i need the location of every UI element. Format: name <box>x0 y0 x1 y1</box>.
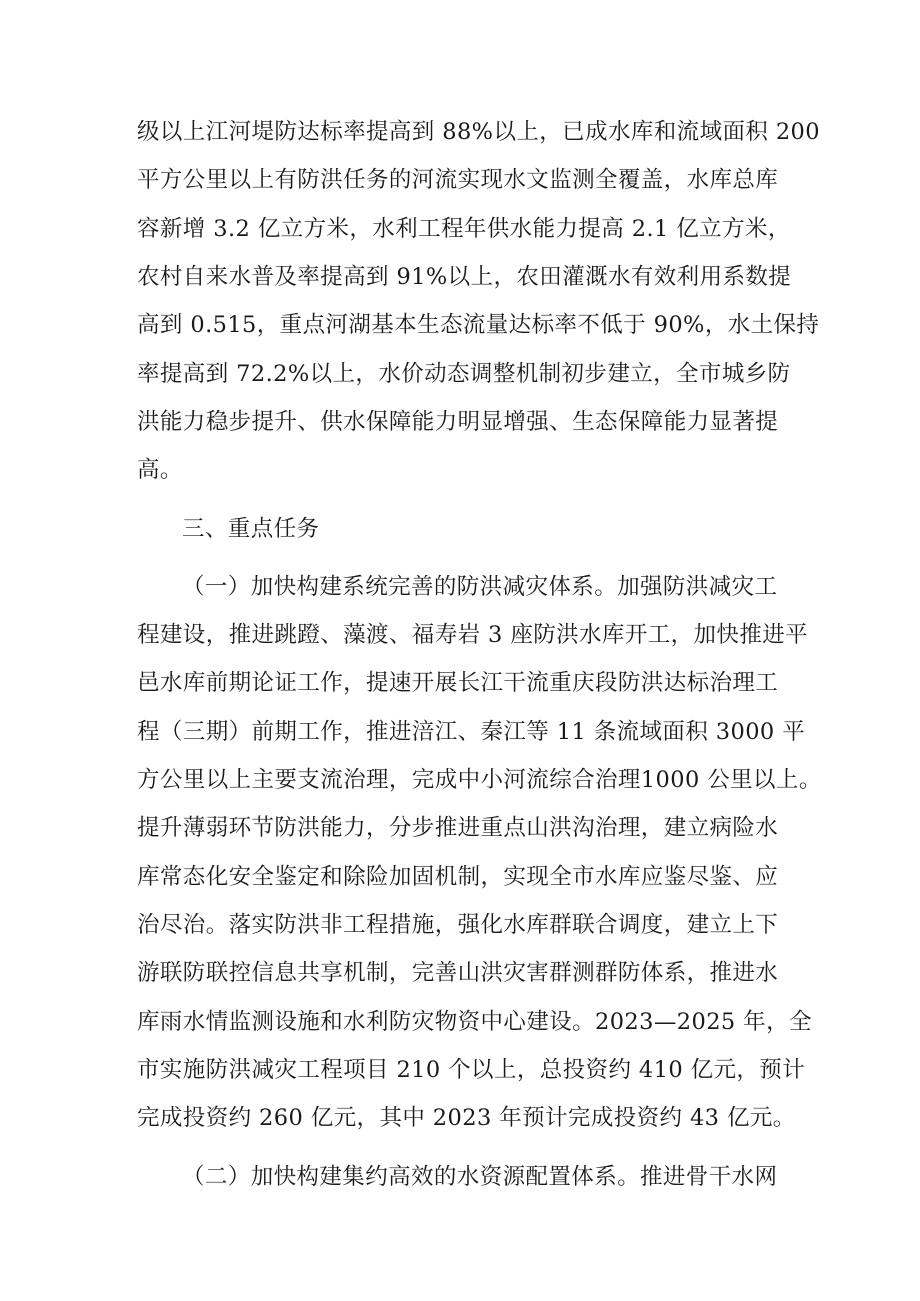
section-heading: 三、重点任务 <box>182 516 320 542</box>
text-line: 农村自来水普及率提高到 91%以上，农田灌溉水有效利用系数提 <box>137 264 792 290</box>
text-line: 市实施防洪减灾工程项目 210 个以上，总投资约 410 亿元，预计 <box>137 1057 806 1083</box>
text-line: 级以上江河堤防达标率提高到 88%以上，已成水库和流域面积 200 <box>137 119 820 145</box>
text-line: 游联防联控信息共享机制，完善山洪灾害群测群防体系，推进水 <box>137 960 779 986</box>
text-line: 治尽治。落实防洪非工程措施，强化水库群联合调度，建立上下 <box>137 912 779 938</box>
text-line: 程（三期）前期工作，推进涪江、秦江等 11 条流域面积 3000 平 <box>137 719 806 745</box>
text-line: 容新增 3.2 亿立方米，水利工程年供水能力提高 2.1 亿立方米， <box>137 216 791 242</box>
text-line: 库常态化安全鉴定和除险加固机制，实现全市水库应鉴尽鉴、应 <box>137 864 779 890</box>
text-line: 高。 <box>137 457 183 483</box>
text-line: 率提高到 72.2%以上，水价动态调整机制初步建立，全市城乡防 <box>137 361 791 387</box>
text-line: 提升薄弱环节防洪能力，分步推进重点山洪沟治理，建立病险水 <box>137 815 779 841</box>
text-line: 方公里以上主要支流治理，完成中小河流综合治理1000 公里以上。 <box>137 767 822 793</box>
text-line: 洪能力稳步提升、供水保障能力明显增强、生态保障能力显著提 <box>137 409 779 435</box>
text-line: （一）加快构建系统完善的防洪减灾体系。加强防洪减灾工 <box>182 574 778 600</box>
text-line: 完成投资约 260 亿元，其中 2023 年预计完成投资约 43 亿元。 <box>137 1105 796 1131</box>
text-line: （二）加快构建集约高效的水资源配置体系。推进骨干水网 <box>182 1164 778 1190</box>
text-line: 库雨水情监测设施和水利防灾物资中心建设。2023—2025 年，全 <box>137 1009 812 1035</box>
text-line: 平方公里以上有防洪任务的河流实现水文监测全覆盖，水库总库 <box>137 167 779 193</box>
text-line: 高到 0.515，重点河湖基本生态流量达标率不低于 90%，水土保持 <box>137 312 820 338</box>
text-line: 程建设，推进跳蹬、藻渡、福寿岩 3 座防洪水库开工，加快推进平 <box>137 622 809 648</box>
text-line: 邑水库前期论证工作，提速开展长江干流重庆段防洪达标治理工 <box>137 670 779 696</box>
